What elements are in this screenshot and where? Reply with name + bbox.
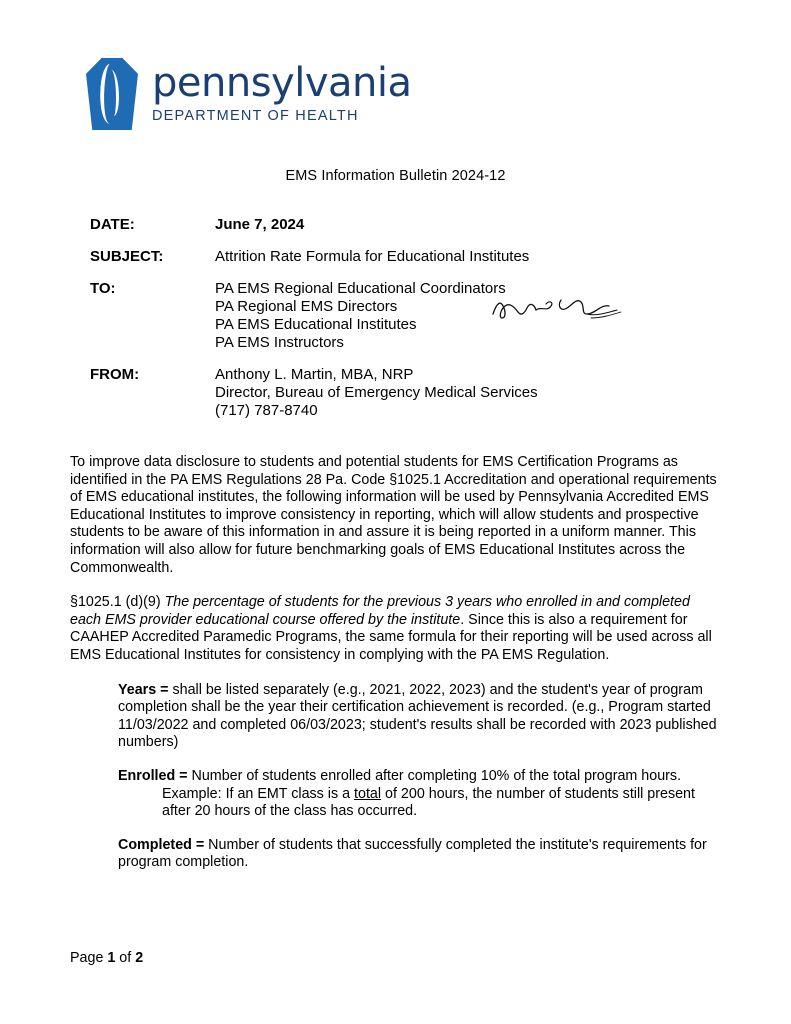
- from-line: (717) 787-8740: [215, 402, 318, 419]
- example-prefix: Example: If an EMT class is a: [162, 785, 355, 802]
- definition-term: Enrolled =: [118, 767, 188, 784]
- regulation-quote: The percentage of students for the previous 3 years who enrolled in and completed each EMS provider educational course offered by the institute: [70, 594, 690, 628]
- from-row: [90, 366, 721, 420]
- to-row: [90, 280, 721, 352]
- definition-completed: [118, 837, 721, 872]
- regulation-remainder: . Since this is also a requirement for CAAHEP Accredited Paramedic Programs, the same formula for their reporting will be used across all EMS Educational Institutes for consistency in complying with the PA EMS Regulation.: [70, 611, 712, 663]
- definition-text: Number of students that successfully completed the institute's requirements for program completion.: [118, 836, 707, 871]
- masthead: [70, 0, 721, 130]
- from-label: FROM:: [90, 366, 140, 383]
- to-value: [215, 280, 506, 352]
- to-line: PA EMS Instructors: [215, 334, 344, 351]
- from-value: [215, 366, 538, 420]
- date-value: June 7, 2024: [215, 216, 305, 233]
- date-row: [90, 216, 721, 234]
- logo-department: DEPARTMENT OF HEALTH: [152, 108, 359, 124]
- body-copy: [70, 454, 721, 872]
- definition-text: Number of students enrolled after completing 10% of the total program hours.: [187, 767, 682, 784]
- to-label: TO:: [90, 280, 116, 297]
- definition-example: [162, 786, 721, 821]
- definition-text: shall be listed separately (e.g., 2021, 2022, 2023) and the student's year of program completion shall be the year their certification achievement is recorded. (e.g., Program started 11/03/2022 and completed 06/03/2023; student's results shall be recorded with 2023 published numbers): [118, 681, 717, 751]
- pennsylvania-keystone-icon: [80, 58, 142, 130]
- definition-term: Years =: [118, 681, 169, 698]
- header-fields: [90, 216, 721, 420]
- logo-name: pennsylvania: [152, 60, 412, 106]
- definition-term: Completed =: [118, 836, 205, 853]
- bulletin-title: EMS Information Bulletin 2024-12: [285, 168, 506, 184]
- footer-page-current: 1: [107, 950, 116, 966]
- paragraph-intro: To improve data disclosure to students and potential students for EMS Certification Programs as identified in the PA EMS Regulations 28 Pa. Code §1025.1 Accreditation and operational requirements of EMS educational institutes, the following information will be used by Pennsylvania Accredited EMS Educational Institutes to improve consistency in reporting, which will allow students and prospective students to be aware of this information in and assure it is being reported in a uniform manner. This information will also allow for future benchmarking goals of EMS Educational Institutes across the Commonwealth.: [70, 454, 717, 576]
- subject-value: Attrition Rate Formula for Educational Institutes: [215, 248, 530, 265]
- footer-page-total: 2: [135, 950, 144, 966]
- footer-page-mid: of: [115, 950, 136, 966]
- definition-years: [118, 682, 721, 752]
- example-suffix: of 200 hours, the number of students still present after 20 hours of the class has occurred.: [162, 785, 695, 820]
- page-footer: [70, 950, 143, 966]
- to-line: PA Regional EMS Directors: [215, 298, 398, 315]
- from-line: Director, Bureau of Emergency Medical Services: [215, 384, 538, 401]
- definition-enrolled: [118, 768, 721, 821]
- to-line: PA EMS Regional Educational Coordinators: [215, 280, 506, 297]
- to-line: PA EMS Educational Institutes: [215, 316, 417, 333]
- paragraph-regulation: [70, 594, 721, 664]
- wordmark: [152, 58, 412, 124]
- footer-page-prefix: Page: [70, 950, 108, 966]
- regulation-citation: §1025.1 (d)(9): [70, 594, 165, 611]
- example-underlined-word: total: [354, 785, 382, 802]
- subject-row: [90, 248, 721, 266]
- from-line: Anthony L. Martin, MBA, NRP: [215, 366, 414, 383]
- subject-label: SUBJECT:: [90, 248, 164, 265]
- date-label: DATE:: [90, 216, 135, 233]
